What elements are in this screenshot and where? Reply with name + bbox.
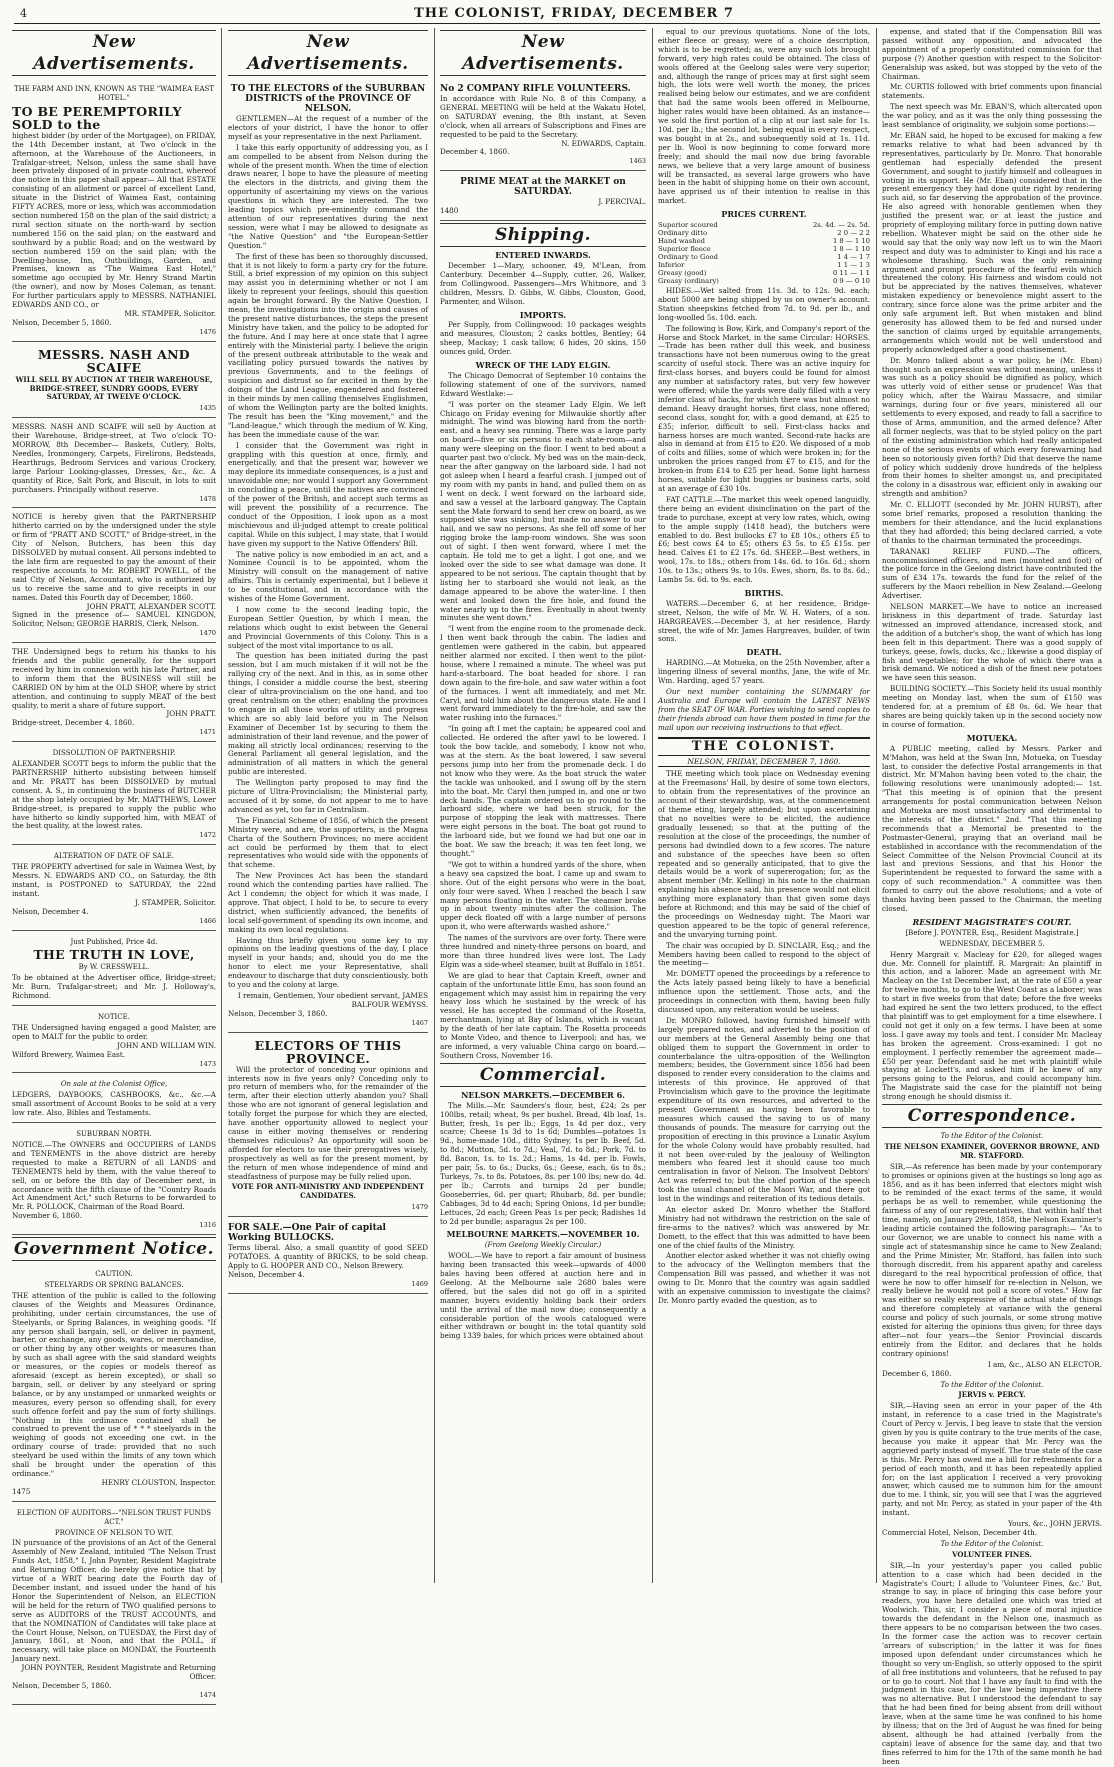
price-value: 1 8 — 1 10 <box>832 245 870 254</box>
advert-dissolution <box>12 744 216 845</box>
notice-body: THE attention of the public is called to the following clauses of the Weights and Measures Ordinance, prohibiting, under certain circumstances, the use of Steelyards, or Spring Balances, in weighing goods. "If any person shall bargain, sell, or deliver in payment, barter, or exchange, any goods, wares, or merchandise, or other thing by any other weights or measures than by such as shall agree with the said standard weights or measures, or the copies or models thereof as aforesaid (except as herein excepted), or shall so bargain, sell, or deliver by any steelyard or spring balance, or by any unstamped or unmarked weights or measures, every person so offending shall, for every such offence forfeit and pay the sum of forty shillings. "Nothing in this ordinance contained shall be construed to prevent the use of * * * steelyards in the weighing of goods not exceeding one cwt. in the ordinary course of trade: provided that no such steelyard be used within the limits of any town which shall be brought under the operation of this ordinance." <box>12 1290 216 1478</box>
price-row <box>658 229 870 237</box>
paragraph: WATERS.—December 6, at her residence, Bridge-street, Nelson, the wife of Mr. W. H. Waters, of a son. HARGREAVES.—December 3, at her residence, Hardy street, the wife of Mr. James Hargreaves, builder, of twin sons. <box>658 598 870 644</box>
paragraph: The Financial Scheme of 1856, of which the present Ministry were, and are, the supporters, is the Magna Charta of the Southern Provinces; no mere accident act could be performed by them that to elect representatives who would side with the opponents of that scheme. <box>228 815 428 870</box>
advert-body: ALEXANDER SCOTT begs to inform the public that the PARTNERSHIP hitherto subsisting between himself and Mr. PRATT has been DISSOLVED by mutual consent. A. S., in continuing the business of BUTCHER at the shop lately occupied by Mr. MATTHEWS, Lower Bridge-street, is prepared to supply the public who have hitherto so kindly supported him, with MEAT of the best quality, at the lowest rates. <box>12 759 216 831</box>
price-row <box>658 245 870 253</box>
masthead <box>14 4 1100 24</box>
advert-number: 1476 <box>199 327 216 336</box>
section-head-government-notice: Government Notice. <box>13 1239 215 1260</box>
prices-table <box>658 221 870 285</box>
paragraph: An elector asked Dr. Monro whether the Stafford Ministry had not withdrawn the restriction on the sale of fire-arms to the natives? which was answered by Mr. Domett, to the effect that this was admitted to have been one of the chief faults of the Ministry. <box>658 1204 870 1250</box>
price-label: Superior scoured <box>658 221 718 230</box>
column-2 <box>228 28 428 1586</box>
motueka-subhead: MOTUEKA. <box>966 732 1018 743</box>
paragraph: SIR,—In your yesterday's paper you called public attention to a case which had been decided in the Magistrate's Court; I allude to 'Volunteer Fines, &c.' But, strange to say, in place of bringing this case before your readers, you have here detailed one which was tried at Woolwich. This, sir, I consider a piece of moral injustice towards the defendant in the Nelson one, inasmuch as there appears to be no comparison between the two cases. In the former case the action was to recover certain 'arrears of subscription;' in the latter it was for fines imposed upon defendant under circumstances which he thought so very un-English, so utterly opposed to the spirit of all free institutions and volunteers, that he refused to pay or to go to court. Not that I have any fault to find with the judgment in this case, for the law being imperative there was no alternative. But I understood the defendant to say that he had been fined for being absent from drill without leave, when at the same time he was confined to his home by illness; that on the 3rd of August he was fined for being absent, although he had attained (verbally from the captain) leave of absence for the same day, and that two fines referred to him for the 17th of the same month he had been <box>882 1560 1102 1766</box>
paragraph: TARANAKI RELIEF FUND.—The officers, noncommissioned officers, and men (mounted and foot) of the police force in the Geelong district have contributed the sum of £34 17s. towards the fund for the relief of the sufferers by the Maori rebellion in New Zealand.—Geelong Advertiser. <box>882 546 1102 601</box>
price-row <box>658 237 870 245</box>
advert-number: 1478 <box>199 494 216 503</box>
price-row <box>658 277 870 285</box>
notice-head: ELECTION OF AUDITORS—"NELSON TRUST FUNDS ACT." <box>16 1508 212 1526</box>
advert-date: November 6, 1860. <box>12 1211 83 1221</box>
paragraph: FAT CATTLE.—The market this week opened languidly, there being an evident disinclination on the part of the trade to purchase, except at very low rates, which, owing to the ample supply (1418 head), the butchers were enabled to do. Best bullocks £7 to £8 10s.; others £5 to £6; best cows £4 to £5; others £3 5s. to £5 £15s. per head. Calves £1 to £2 17s. 6d. SHEEP.—Best wethers, in wool, 17s. to 18s.; others from 14s. 6d. to 16s. 6d.; shorn 10s. to 13s.; others 9s. to 10s. Ewes, shorn, 8s. to 8s. 6d.; Lambs 5s. 6d. to 9s. each. <box>658 494 870 585</box>
advert-vote: VOTE FOR ANTI-MINISTRY AND INDEPENDENT CANDIDATES. <box>231 1182 425 1201</box>
notice-sign: HENRY CLOUSTON, Inspector. <box>101 1477 216 1487</box>
advert-number: 1435 <box>199 404 216 413</box>
paragraph: Henry Margrait v. Macleay for £20, for alleged wages due. Mr. Connell for plaintiff. R. Margrait: An plaintiff in this action, and a laborer. Made an agreement with Mr. Macleay on the 1st December last, at the rate of £50 a year for twelve months, to go to the West Coast as a laborer; was to start in five weeks from that date; before the five weeks had expired he sent the two letters produced, to the effect that plaintiff was to get employment for a time elsewhere. I could not get it only on a few terms. I have been at some loss. I gave away my tools and tent. I consider Mr. Macleay has broken the agreement. Cross-examined: I got no employment. I perfectly remember the agreement made—£50 per year. Defendant said he met with plaintiff while staying at Lockett's, and asked him if he knew of any persons going to the Pelorus, and could accompany him. The Magistrate said the case for the plaintiff not being strong enough he should dismiss it. <box>882 949 1102 1102</box>
advert-big: TO BE PEREMPTORILY SOLD to the <box>12 103 182 132</box>
paragraph: I take this early opportunity of addressing you, as I am compelled to be absent from Nelson during the whole of the present month. When the time of election draws nearer, I hope to have the pleasure of meeting the electors in the districts, and giving them the opportunity of ascertaining my views on the various questions in which they are interested. The two leading topics which pre-eminently command the attention of our representatives during the next session, were what I may be allowed to designate as "the Native Question" and "the European-Settler Question." <box>228 142 428 250</box>
advert-date: Nelson, December 4. <box>12 906 89 916</box>
prices-subhead: PRICES CURRENT. <box>721 209 807 220</box>
paragraph: HIDES.—Wet salted from 11s. 3d. to 12s. 9d. each; about 5000 are being shipped by us on owner's account. Station sheepskins fetched from 7d. to 9d. per lb., and long-woolled 5s. 10d. each. <box>658 286 870 322</box>
letter-date: December 6, 1860. <box>882 1368 952 1378</box>
advert-body: NOTICE.—The OWNERS and OCCUPIERS of LANDS and TENEMENTS in the above district are hereby requested to make a RETURN of all LANDS and TENEMENTS held by them, with the value thereof to sell, on or before the 8th day of December next, in accordance with the fifth clause of the "Country Roads Act Amendment Act," such Returns to be forwarded to Mr. R. POLLOCK, Chairman of the Road Board. <box>12 1140 216 1212</box>
paragraph: December 1—Mary, schooner, 49, M'Lean, from Canterbury. December 4—Supply, cutter, 26, Walker, from Collingwood. Passengers—Mrs Whitmore, and 3 children, Messrs. D. Gibbs, W. Gibbs, Clouston, Good, Parmenter, and Wilson. <box>440 260 646 306</box>
paragraph: Dr. MONRO followed, having furnished himself with largely prepared notes, and adverted to the position of our members at the General Assembly being one that obliged them to support the Government in order to counterbalance the ultra-opposition of the Wellington members; besides, the Government since 1856 had been disposed to render every consideration to the claims and interests of this province. He approved of that Provincialism which gave to the province the legitimate expenditure of its own resources, and adverted to the present Government as having been favorable to measures which caused the saving to us of many thousands of pounds. The measure for carrying out the proposition of erecting in this province a Lunatic Asylum for the whole Colony would have probably resulted, had it not been over-ruled by the jealousy of Wellington members who feared lest it should cause too much centralisation in favor of Nelson. The Insolvent Debtors' Act was referred to; but the chief portion of the speech took the usual channel of the Maori War, and there got lost in the windings and reiteration of its tedious details. <box>658 1015 870 1204</box>
shipping-subhead: ENTERED INWARDS. <box>495 250 591 261</box>
advert-ledgers <box>12 1075 216 1123</box>
paragraph: expense, and stated that if the Compensation Bill was passed without any opposition, and advocated the appointment of a properly constituted commission for that purpose (?) Another question with respect to the Solicitor-Generalship was asked, but was stopped by the veto of the Chairman. <box>882 27 1102 81</box>
price-value: 1 8 — 1 10 <box>832 237 870 246</box>
advert-big: THE TRUTH IN LOVE, <box>33 947 195 963</box>
price-row <box>658 221 870 229</box>
advert-body: THE Undersigned having engaged a good Malster, are open to MALT for the public to order. <box>12 1022 216 1041</box>
paragraph: BUILDING SOCIETY.—This Society held its usual monthly meeting on Monday last, when the sum of £150 was tendered for, at a premium of £8 0s. 6d. We hear that shares are being quickly taken up in the second society now in course of formation. <box>882 684 1102 729</box>
advert-by: By W. CRESSWELL. <box>78 963 150 972</box>
advert-number: 1470 <box>199 629 216 638</box>
paragraph: Another elector asked whether it was not chiefly owing to the advocacy of the Wellington members that the Compensation Bill was passed, and whether it was not owing to Dr. Monro that the country was again saddled with an expensive commission to investigate the claims? Dr. Monro partly evaded the question, as to <box>658 1251 870 1305</box>
paragraph: WOOL.—We have to report a fair amount of business having been transacted this week—upwards of 4000 bales having been offered at auction here and in Geelong. At the Melbourne sale 2680 bales were offered, but the sales did not go off in a spirited manner, buyers evidently holding back their orders until the arrival of the mail now due; consequently a considerable portion of the wools catalogued were either withdrawn or bought in: the total quantity sold being 1339 bales, for which prices were obtained about <box>440 1251 646 1341</box>
advert-number: 1480 <box>440 206 459 216</box>
notice-head: CAUTION. <box>95 1270 133 1279</box>
column-5 <box>882 27 1102 1766</box>
advert-sub: On sale at the Colonist Office, <box>60 1080 168 1089</box>
paragraph: The Wellington party proposed to may find the picture of Ultra-Provincialism; the Ministerial party, accused of it by some, do not appear to me to have advanced as yet, too far in Centralism. <box>228 778 428 814</box>
court-date: WEDNESDAY, DECEMBER 5. <box>939 939 1045 948</box>
paragraph: The names of the survivors are over forty. There were three hundred and ninety-three persons on board, and more than three hundred lives were lost. The Lady Elgin was a side-wheel steamer, built at Buffalo in 1851. <box>440 933 646 969</box>
paragraph: SIR,—As reference has been made by your contemporary to promises or opinions given at the hustings so long ago as 1856, and as it has been inferred that electors might wish to be reminded of the exact terms of the same, it would perhaps be as well to remember, while questioning the fairness of any of our representatives, that within half that time, namely, on January 29th, 1858, the Nelson Examiner's leading article contained the following paragraph:— "As to our Governor, we are unable to connect his name with a single act of statesmanship since he came to New Zealand; and the Prime Minister, Mr. Stafford, has fallen into such thorough discredit, from his apparent apathy and careless disregard to the real hypocritical profession of office, that were he now to offer himself for re-election in Nelson, we really believe he would not poll a score of votes." How far was either so really expressive of the actual state of things and therefore completely at variance with the general course and policy of such journals, or some strong motive existed for altering the opinions thus given; for three days after—not four years—the Senior Provincial discards entirely from the Editor, and declares that he holds contrary opinions! <box>882 1161 1102 1358</box>
advert-body: THE Undersigned begs to return his thanks to his friends and the public generally, for the support received by him in connexion with his late Partner, and to inform them that the BUSINESS will still be CARRIED ON by him at the OLD SHOP, where by strict attention, and continuing to supply MEAT of the best quality, to merit a share of future support. <box>12 647 216 710</box>
letter-sign: I am, &c., ALSO AN ELECTOR. <box>987 1359 1102 1369</box>
advert-date: Wilford Brewery, Waimea East. <box>12 1049 126 1059</box>
letter-head: VOLUNTEER FINES. <box>952 1549 1032 1559</box>
summary-notice: Our next number containing the SUMMARY for Australia and Europe will contain the LATEST NEWS from the SEAT OF WAR. Parties wishing to send copies to their friends abroad can have them posted in time for the mail upon our receiving instructions to that effect. <box>658 687 870 732</box>
death-subhead: DEATH. <box>746 647 782 658</box>
advert-suburban-north <box>12 1125 216 1235</box>
notice-body: IN pursuance of the provisions of an Act of the General Assembly of New Zealand, intituled "The Nelson Trust Funds Act, 1858," I, John Poynter, Resident Magistrate and Returning Officer, do hereby give notice that by virtue of a WRIT bearing date the Fourth day of December instant, and issued under the hand of his Honor the Superintendent of Nelson, an ELECTION will be held for the return of TWO qualified persons to serve as AUDITORS of the TRUST ACCOUNTS, and that the NOMINATION of Candidates will take place at the Court House, Nelson, on TUESDAY, the First day of January, 1861, at Noon, and that the POLL, if necessary, will take place on MONDAY, the Fourteenth January next. <box>12 1538 216 1664</box>
notice-date: Nelson, December 5, 1860. <box>12 1680 112 1690</box>
births-subhead: BIRTHS. <box>744 587 784 598</box>
advert-head: NOTICE. <box>98 1013 130 1022</box>
advert-pratt <box>12 645 216 742</box>
paragraph: Having thus briefly given you some key to my opinions on the leading questions of the day, I place myself in your hands; and, should you do me the honor to elect me your Representative, shall endeavour to discharge that duty conscientiously, both to you and the colony at large. <box>228 935 428 990</box>
advert-sub: WILL SELL BY AUCTION AT THEIR WAREHOUSE, BRIDGE-STREET, SUNDRY GOODS, EVERY SATURDAY, AT TWELVE O'CLOCK. <box>15 374 213 402</box>
advert-date: Nelson, December 4. <box>228 1269 305 1279</box>
advert-number: 1471 <box>199 728 216 737</box>
advert-body: Terms liberal. Also, a small quantity of good SEED POTATOES. A quantity of BRICKS, to be sold cheap. Apply to G. HOOPER AND CO., Nelson Brewery. <box>228 1243 428 1270</box>
paragraph: Per Supply, from Collingwood: 10 packages weights and measures, Clouston; 2 casks bottles, Bentley; 64 sheep, Mackay; 1 cask tallow, 6 hides, 20 skins, 150 ounces gold, Order. <box>440 320 646 357</box>
advert-head: DISSOLUTION OF PARTNERSHIP. <box>52 749 176 758</box>
paragraph: GENTLEMEN—At the request of a number of the electors of your district, I have the honor to offer myself as your representative in the next Parliament. <box>228 114 428 141</box>
paragraph: The following is Bow, Kirk, and Company's report of the Horse and Stock Market, in the same Circular: HORSES.—Trade has been rather dull this week, and business transactions have not been numerous owing to the great scarcity of useful stock. There was an active inquiry for first-class horses, and buyers could be found for almost any number at satisfactory rates, but very few however were offered; while the yards were daily filled with a very inferior class of hacks, for which there was but almost no demand. Heavy draught horses, first class, none offered; second class, sought for, with a good demand, at £25 to £35; inferior, difficult to sell. First-class hacks and harness horses are much wanted. Second-rate hacks are also in demand at from £15 to £20. We disposed of a mob of colts and fillies, some of which were broken in; for the unbroken the prices ranged from £7 to £15, and for the broken-in from £14 to £25 per head. Some light harness horses, suitable for light buggies or business carts, sold at an average of £30 10s. <box>658 323 870 493</box>
paragraph: Mr. C. ELLIOTT (seconded by Mr. JOHN HURST), after some brief remarks, proposed a resolution thanking the members for their attendance, and the lucid explanations that they had afforded; this being declared carried, a vote of thanks to the chairman terminated the proceedings. <box>882 500 1102 545</box>
price-row <box>658 261 870 269</box>
paragraph: The first of these has been so thoroughly discussed, that it is not likely to form a party cry for the future. Still, a brief expression of my opinion on this subject may assist you in determining whether or not I am likely to represent your feelings, should this question again be brought forward. By the Native Question, I mean, the investigations into the origin and causes of the present native disturbances, the steps the present Ministry have taken, and the policy to be adopted for the future. And I may here at once state that I agree entirely with the Ministerial party. I believe the origin of the present outbreak attributable to the weak and vacillating policy pursued towards the natives by previous Governments, and to the feelings of suspicion and distrust so far excited in them by the doings of the Land League, engendered and fostered in their minds by men calling themselves Englishmen, of whom the Wellington party are the bolted knights. The result has been the "King movement," and the "Land-league," which through the medium of W. King, has been the immediate cause of the war. <box>228 251 428 439</box>
paragraph: NELSON MARKET.—We have to notice an increased briskness in this department of trade. Saturday last witnessed an improved attendance, increased stock, and the addition of a butcher's shop, the want of which has long been felt in this department. There was a good supply of turkeys, geese, fowls, ducks, &c.; likewise a good display of fish and vegetables; for the whole of which there was a brisk demand. We noticed a dish of the finest new potatoes we have seen this season. <box>882 602 1102 683</box>
advert-head: THE FARM AND INN, KNOWN AS THE "WAIMEA EAST HOTEL." <box>13 85 214 102</box>
advert-alteration <box>12 847 216 930</box>
advert-big: FOR SALE.—One Pair of capital Working BULLOCKS. <box>228 1223 386 1244</box>
advert-sign: JOHN AND WILLIAM WIN. <box>117 1040 216 1050</box>
paragraph: The Mills.—Mr. Saunders's flour, best, £24; 2s per 100lbs, retail; wheat, 9s per bushel. Bread, 4lb loaf, 1s. Butter, fresh, 1s per lb.; Eggs, 1s 4d per doz., very scarce; Cheese 1s 3d to 1s 6d; Dumbles—potatoes 1s 9d., home-made 10d., ditto Sydney, 1s per lb. Beef, 5d. to 8d.; Mutton, 5d. to 7d.; Veal, 7d. to 8d.; Pork, 7d. to 8d. Bacon, 1s. to 1s. 2d.; Hams, 1s 4d. per lb. Fowls, per pair, 5s. to 6s.; Ducks, 6s.; Geese, each, 6s to 8s.; Turkeys, 7s. to 8s. Potatoes, 8s. per 100 lbs; new do. 4d. per lb.; Carrots and turnips 2d per bundle; Gooseberries, 6d. per quart; Rhubarb, 8d. per bundle; Cabbages, 3d to 4d each; Spring Onions, 1d per bundle; Lettuces, 2d each; Green Peas 1s per peck; Radishes 1d to 2d per bundle; asparagus 2s per 100. <box>440 1100 646 1226</box>
advert-sign: I remain, Gentlemen, Your obedient servant, JAMES BALFOUR WEMYSS. <box>237 991 428 1009</box>
paragraph: Mr. CURTIS followed with brief comments upon financial statements. <box>882 82 1102 101</box>
advert-rifle-volunteers <box>440 80 646 171</box>
section-head-new-ads: New Advertisements. <box>440 30 646 76</box>
advert-number: 1472 <box>199 831 216 840</box>
advert-number: 1479 <box>411 1203 428 1212</box>
notice-sub: STEELYARDS OR SPRING BALANCES. <box>44 1280 184 1289</box>
paragraph: The native policy is now embodied in an act, and a Nominee Council is to be appointed, whom the Ministry will consult on the management of native affairs. This is certainly experimental, but I believe it to be constitutional, and in accordance with the wishes of the Home Government. <box>228 549 428 604</box>
melbourne-subhead: MELBOURNE MARKETS.—NOVEMBER 10. <box>446 1229 640 1240</box>
price-row <box>658 253 870 261</box>
advert-body: LEDGERS, DAYBOOKS, CASHBOOKS, &c., &c.—A small assortment of Account Books to be sold at a very low rate. Also, Bibles and Testaments. <box>12 1090 216 1118</box>
paragraph: We are glad to hear that Captain Kreeft, owner and captain of the unfortunate little Emu, has soon found an engagement which may assist him in repairing the very heavy loss which he sustained by the wreck of his vessel. He has accepted the command of the Rosetta, merchantman, lying at Bay of Islands, which is vacant by the death of her late captain. The Rosetta proceeds to Monte Video, and thence to Liverpool; and has, we are informed, a very valuable China cargo on board.—Southern Cross, November 16. <box>440 970 646 1060</box>
column-4 <box>658 28 870 1586</box>
advert-number: 1467 <box>411 1018 428 1027</box>
paragraph: "I was porter on the steamer Lady Elgin. We left Chicago on Friday evening for Milwaukie shortly after midnight. The wind was blowing hard from the north-east, and a heavy sea running. There was a large party on board—five or six persons to each state-room—and many were sleeping on the floor. I went to bed about a quarter past two o'clock. My bed was on the main-deck, near the after gangway on the larboard side. I had not got asleep when I heard a fearful crash. I jumped out of my room with my pants in hand, and pulled them on as I went on deck. I went forward on the larboard side, and saw a vessel at the larboard gangway. The Captain sent the Mate forward to send her crew on board, as we supposed she was sinking, but made no answer to our hail, and we saw no persons. As she fell off some of her rigging broke the lamp-room windows. She was soon out of sight. I then went forward, where I met the captain. He told me to get a light. I got one, and we looked over the side to see what damage was done. It appeared to be not serious. The captain thought that by listing her to starboard she would not leak, as the damage appeared to be above the water-line. I then went and looked down the fire hole, and found the water nearly up to the fires. Eventually in about twenty minutes she went down." <box>440 399 646 623</box>
price-row <box>658 269 870 277</box>
paragraph: Mr. EBAN said, he hoped to be excused for making a few remarks relative to what had been advanced by th representatives, particularly by Dr. Monro. That honorable gentleman had especially defended the present Government, and sought to justify himself and colleagues in voting in its support. He (Mr. Eban) considered that in the present emergency they had done quite right by rendering such aid, so far deserving the approbation of the province. He also agreed with honorable gentlemen when they justified the present war, or at least the justice and propriety of employing military force in putting down native rebellion. Whatever might be said on the other side he would say that the only way now left us to win the Maori respect and duty was to administer to Kingi and his race a wholesome thrashing. Such was the only remaining argument and prompt procedure of the fearful evils which threatened the colony. His fairness and wisdom could not but be appreciated by the natives themselves, whatever mistaken expediency or benevolence might assert to the contrary, since force alone was the prime arbiter and the only safe argument left. But when mistaken and blind generosity has allowed them to be fed and nursed under the sanction of claims urged by equitable arrangements, arrangements which would not be well understood and properly acknowledged after a good chastisement. <box>882 130 1102 354</box>
editorial-dateline: NELSON, FRIDAY, DECEMBER 7, 1860. <box>658 758 870 768</box>
advert-malt <box>12 1008 216 1073</box>
paragraph: I now come to the second leading topic, the European Settler Question, by which I mean, the relations which ought to exist between the General and Provincial Governments of this Colony. This is a subject of the most vital importance to us all. <box>228 604 428 650</box>
advert-head: ALTERATION OF DATE OF SALE. <box>53 852 175 861</box>
letter-to: To the Editor of the Colonist. <box>940 1380 1044 1389</box>
advert-big: PRIME MEAT at the MARKET on SATURDAY. <box>460 177 626 198</box>
advert-sign: N. EDWARDS, Captain. <box>561 138 646 148</box>
advert-farm-inn <box>12 80 216 342</box>
advert-witness: Signed in the presence of— SAMUEL KINGDON, Solicitor, Nelson; GEORGE HARRIS, Clerk, Nelson. <box>12 610 216 629</box>
advert-big: ELECTORS OF THIS PROVINCE. <box>254 1037 402 1066</box>
advert-big: TO THE ELECTORS of the SUBURBAN DISTRICTS of the PROVINCE OF NELSON. <box>230 84 426 114</box>
advert-prime-meat <box>440 173 646 221</box>
notice-election-auditors <box>12 1504 216 1705</box>
price-label: Ordinary to Good <box>658 253 718 262</box>
advert-sub: Just Published, Price 4d. <box>70 937 158 946</box>
paragraph: The question has been initiated during the past session, but I am much mistaken if it will not be the rallying cry of the next. And in this, as in some other things, I consider a middle course the best, steering clear of ultra-provincialism on the one hand, and too great centralism on the other; enabling the provinces to engage in all those works of utility and progress which are so ably laid before you in The Nelson Examiner of December 1st by securing to them the administration of their land revenue, and the power of making all strictly local ordinances; reserving to the General Parliament all general legislation, and the administration of all matters in which the general public are interested. <box>228 651 428 777</box>
advert-body: highest bidder (by order of the Mortgagee), on FRIDAY, the 14th December instant, at Two o'clock in the afternoon, at the Warehouse of the Auctioneers, in Trafalgar-street, Nelson, unless the same shall have been privately disposed of in private contract, whereof due notice in this paper shall appear— All that ESTATE consisting of an allotment or parcel of excellent Land, situate in the District of Waimea East, containing FIFTY ACRES, more or less, which was accommodation section numbered 158 on the plan of the said district; a rural section situate on the north-ward by section numbered 156 on the said plan; on the eastward and southward by a public Road; and on the westward by section numbered 159 on the said plan; with the Dwelling-house, Inn, Outbuildings, Garden, and Premises, known as "The Waimea East Hotel," sometime ago occupied by Mr. Henry Strand Martin (the owner), and now by Moses Coleman, as tenant. For further particulars apply to MESSRS. NATHANIEL EDWARDS AND CO., or <box>12 130 216 310</box>
court-subhead: RESIDENT MAGISTRATE'S COURT. <box>912 916 1072 927</box>
price-value: 1 4 — 1 7 <box>837 253 870 262</box>
paragraph: Dr. Monro talked about a war policy, he (Mr. Eban) thought such an expression was without meaning, unless it was such as a policy should be dignified as policy, which was utterly void of either sense or prudence! Was that policy which, after the Wairau Massacre, and similar warnings, during four or five years, ministered all our settlements to every exposed, and ready to fall a sacrifice to those of Arms, ammunition, and the armed defence? After all former neglects, was that to be styled policy on the part of the existing administration which had really anticipated none of the serious events of which every forewarning had been so notoriously given forth? Did that deserve the name of policy which suddenly drove hundreds of the helpless from their homes to shelter amongst us, and precipitated the colony in a disastrous war, efficient only in awaking our strength and ambition? <box>882 355 1102 499</box>
paragraph: "We got to within a hundred yards of the shore, when a heavy sea capsized the boat. I came up and swam to shore. Out of the eight persons who were in the boat, only four were saved. When I reached the beach I saw many persons floating in the water. The steamer broke up in about twenty minutes after the collision. The upper deck floated off with a large number of persons upon it, who were afterwards washed ashore." <box>440 859 646 932</box>
markets-subhead: NELSON MARKETS.—DECEMBER 6. <box>461 1089 625 1100</box>
advert-sign: J. STAMPER, Solicitor. <box>134 897 216 907</box>
letter-to: To the Editor of the Colonist. <box>940 1539 1044 1548</box>
section-head-shipping: Shipping. <box>440 223 646 247</box>
paragraph: The next speech was Mr. EBAN'S, which altercated upon the war policy, and as it was the only thing possessing the least semblance of originality, we subjoin some portions:— <box>882 102 1102 130</box>
advert-body: NOTICE is hereby given that the PARTNERSHIP hitherto carried on by the undersigned under the style or firm of "PRATT AND SCOTT," of Bridge-street, in the City of Nelson, Butchers, has been this day DISSOLVED by mutual consent. All persons indebted to the late firm are requested to pay the amount of their respective accounts to Mr. ROBERT POWELL, of the said City of Nelson, Accountant, who is authorized by us to receive the same and to give receipts in our names. Dated this Fourth day of December, 1860. <box>12 512 216 602</box>
advert-big: MESSRS. NASH AND SCAIFE <box>38 346 190 375</box>
imports-subhead: IMPORTS. <box>519 309 567 320</box>
newspaper-title: THE COLONIST, FRIDAY, DECEMBER 7 <box>414 6 734 21</box>
price-value: 0 11 — 1 1 <box>832 269 870 278</box>
wreck-subhead: WRECK OF THE LADY ELGIN. <box>475 360 611 371</box>
paragraph: THE meeting which took place on Wednesday evening at the Freemasons' Hall, by desire of some town electors, to obtain from the representatives of the province an account of their stewardship, was, at the commencement of theme eting, largely attended; but upon ascertaining that no novelties were to be elicited, the audience gradually lessened; so that at the putting of the resolution at the close of the proceedings, the number of persons had dwindled down to a few scores. The nature and substance of the speeches have been so often repeated and so generally anticipated, that to give the details would be a work of supererogation; for, as the absent member (Mr. Kelling) in his note to the chairman explaining his absence said, his presence would not elicit anything more explanatory than that given some days before at Richmond; and this may be said of the chief of the proceedings on Wednesday night. The Maori war question appeared to be the topic of general reference, and the unvarying turning point. <box>658 769 870 939</box>
notice-caution <box>12 1265 216 1502</box>
price-label: Hand washed <box>658 237 705 246</box>
advert-sign: JOHN PRATT. <box>166 709 216 719</box>
paragraph: SIR,—Having seen an error in your paper of the 4th instant, in reference to a case tried in the Magistrate's Court of Percy v. Jervis, I beg leave to state that the version given by you is quite contrary to the true merits of the case, because you make it appear that Mr. Percy was the aggrieved party instead of myself. The true state of the case is this. Mr. Percy has owed me a bill for refreshments for a period of each month, and it has been repeatedly applied for; on the last application I received a very provoking answer, which caused me to summon him for the amount due to me. I think, sir, you will see that I was the aggrieved party, and not Mr. Percy, as stated in your paper of the 4th instant. <box>882 1401 1102 1518</box>
advert-number: 1469 <box>411 1279 428 1288</box>
advert-number: 1316 <box>199 1221 216 1230</box>
advert-number: 1473 <box>199 1059 216 1068</box>
advert-partnership-notice <box>12 510 216 643</box>
section-head-commercial: Commercial. <box>440 1063 646 1087</box>
price-label: Greasy (ordinary) <box>658 277 719 286</box>
notice-number: 1474 <box>199 1690 216 1699</box>
paragraph: equal to our previous quotations. None of the lots, either fleece or greasy, were of a choice description, which is to be regretted; as, were any such lots brought forward, very high rates could be obtained. The class of wools offered at the Geelong sales were very superior; and, although the range of prices may at first sight seem high, the lots were well worth the money, the prices realised being below our estimates, and we are confident that had the same wools been offered in Melbourne, higher rates would have been obtained. As an instance—we sold the first portion of a clip at our last sale for 1s. 10d. per lb.; the second lot, being equal in every respect, was bought in at 2s., and subsequently sold at 1s. 11d. per lb. Wool is now beginning to come forward more freely; and should the mail now due bring favorable news, we believe that a very large amount of business will be transacted, as several large growers who have been in the habit of shipping home on their own account, have apprised us of their intention to realise in this market. <box>658 27 870 206</box>
advert-sign: J. PERCIVAL. <box>598 197 646 207</box>
notice-sub: PROVINCE OF NELSON TO WIT. <box>54 1528 174 1537</box>
paragraph: "In going aft I met the captain; he appeared cool and collected. He ordered the after yawl to be lowered. I took the bow tackle, and somebody, I know not who, was at the stern. As the boat lowered, I saw several persons jump into her from the promenade deck. I do not know who they were. As the boat struck the water the tackle was unhooked, and I swung off by the stern into the boat. Mr. Caryl then jumped in, and one or two deck hands. The captain ordered us to go round to the larboard side, where we had been struck, for the purpose of stopping the leak with mattresses. There were eight persons in the boat. The boat got round to the larboard side, but we found we had but one oar in the boat. We saw the breach; it was ten feet long, we thought." <box>440 724 646 858</box>
advert-number: 1466 <box>199 916 216 925</box>
notice-number: 1475 <box>12 1486 31 1496</box>
letter-sign: Yours, &c., JOHN JERVIS. <box>1008 1519 1102 1529</box>
paragraph: A PUBLIC meeting, called by Messrs. Parker and M'Mahon, was held at the Swan Inn, Motueka, on Tuesday last, to consider the defective Postal arrangements in that district. Mr. M'Mahon having been voted to the chair, the following resolutions were unanimously adopted:— 1st. "That this meeting is of opinion that the present arrangements for postal communication between Nelson and Motueka are most unsatisfactory and detrimental to the interests of the district." 2nd. "That this meeting recommends that a Memorial be presented to the Postmaster-General, praying that an overland mail be established in accordance with the recommendation of the Select Committee of the Nelson Provincial Council at its last and previous Sessions, and that his Honor the Superintendent be requested to forward the same with a copy of such recommendation." A committee was then formed to carry out the above resolutions; and a vote of thanks having been passed to the Chairman, the meeting closed. <box>882 743 1102 913</box>
paragraph: Mr. DOMETT opened the proceedings by a reference to the Acts lately passed being likely to have a beneficial influence upon the settlement. Those acts, and the proceedings in connection with them, having been fully discussed upon, any reiteration would be useless. <box>658 969 870 1014</box>
letter-to: To the Editor of the Colonist. <box>940 1132 1044 1141</box>
column-rule <box>221 28 222 1583</box>
paragraph: Will the protector of conceding your opinions and interests now in five years only? Conceding only to pro return of members who, for the remainder of the term, after their election utterly abandon you? Shall those who are not ignorant of general legislation and totally forget the purpose for which they are elected, have another opportunity allowed to neglect your cause in either moving themselves or rendering themselves ridiculous? An opportunity will soon be afforded for electors to use their prerogatives wisely, prospectively as well as for the present moment, by the return of men whose independence of mind and steadfastness of purpose may be fully relied upon. <box>228 1064 428 1181</box>
advert-date: December 4, 1860. <box>440 147 510 157</box>
advert-electors <box>228 1035 428 1218</box>
paragraph: The New Provinces Act has been the standard round which the contending parties have rallied. The Act I condemn; the object for which it was made, I approve. That object, I hold to be, to secure to every district, when sufficiently advanced, the benefits of local self-government of spending its own income, and making its own local regulations. <box>228 871 428 934</box>
editorial-title: THE COLONIST. <box>658 737 870 756</box>
column-rule <box>434 28 435 1583</box>
page-number: 4 <box>20 7 27 20</box>
paragraph: I consider that the Government was right in grappling with this question at once, firmly, and energetically, and that the present war, however we may deplore its immediate consequences, is a just and unavoidable one; nor would I support any Government in concluding a peace, until the natives are convinced of the power of the British, and accept such terms as will prevent the possibility of a recurrence. The conduct of the Opposition, I look upon as a most mischievous and ill-judged attempt to create political capital. While on this subject, I may state, that I would have given my support to the Native Offenders' Bill. <box>228 440 428 548</box>
price-label: Greasy (good) <box>658 269 707 278</box>
section-head-correspondence: Correspondence. <box>882 1104 1102 1128</box>
advert-head: SUBURBAN NORTH. <box>76 1130 152 1139</box>
price-value: 0 9 — 0 10 <box>832 277 870 286</box>
price-label: Ordinary ditto <box>658 229 708 238</box>
advert-wemyss-address <box>228 80 428 1033</box>
advert-date: Bridge-street, December 4, 1860. <box>12 718 135 728</box>
letter-head: THE NELSON EXAMINER, GOVERNOR BROWNE, AND MR. STAFFORD. <box>884 1141 1100 1160</box>
advert-sign: MR. STAMPER, Solicitor. <box>124 308 216 318</box>
price-label: Superior fleece <box>658 245 711 254</box>
price-value: 2 0 — 2 2 <box>837 229 870 238</box>
advert-body: To be obtained at the Advertiser office, Bridge-street; Mr. Burn, Trafalgar-street; and Mr. J. Holloway's, Richmond. <box>12 973 216 1001</box>
advert-truth-in-love <box>12 933 216 1007</box>
price-value: 1 1 — 1 3 <box>837 261 870 270</box>
paragraph: The chair was occupied by D. SINCLAIR, Esq.; and the Members having been called to respond to the object of the meeting— <box>658 940 870 968</box>
advert-for-sale-bullocks <box>228 1219 428 1294</box>
advert-sign: JOHN PRATT, ALEXANDER SCOTT. <box>86 601 216 611</box>
notice-sign: JOHN POYNTER, Resident Magistrate and Returning Officer. <box>21 1663 216 1682</box>
advert-body: MESSRS. NASH AND SCAIFE will sell by Auction at their Warehouse, Bridge-street, at Two o'clock TO-MORROW, 8th December— Baskets, Cutlery, Bolts, Needles, Ironmongery, Carpets, Firelirons, Bedsteads, Hearthrugs, Bedroom Services and various Crockery, large Parlour Looking-glasses, Dresses, &c., &c. A quantity of Rice, Salt Pork, and Biscuit, in lots to suit purchasers. Principally without reserve. <box>12 422 216 494</box>
section-head-new-ads: New Advertisements. <box>228 30 428 76</box>
advert-date: Nelson, December 3, 1860. <box>228 1008 328 1018</box>
section-head-new-ads: New Advertisements. <box>12 30 216 76</box>
price-label: Inferior <box>658 261 685 270</box>
advert-body: THE PROPERTY advertised for sale in Waimea West, by Messrs. N. EDWARDS AND CO., on Saturday, the 8th instant, is POSTPONED to SATURDAY, the 22nd instant. <box>12 862 216 898</box>
melbourne-source: (From Geelong Weekly Circular.) <box>484 1241 602 1250</box>
paragraph: The Chicago Democrat of September 10 contains the following statement of one of the survivors, named Edward Westlake:— <box>440 370 646 398</box>
advert-nash-scaife <box>12 344 216 419</box>
column-rule <box>652 28 653 1583</box>
letter-date: Commercial Hotel, Nelson, December 4th. <box>882 1528 1038 1537</box>
letter-head: JERVIS v. PERCY. <box>958 1390 1026 1400</box>
paragraph: "I went from the engine room to the promenade deck. I then went back through the cabin. The ladies and gentlemen were gathered in the cabin, but appeared neither alarmed nor excited. I then went to the pilot-house, where I remained a minute. The wheel was put hard-a-starboard. The boat headed for shore. I ran down again to the fire-hole, and saw water within a foot of the furnaces. I went aft immediately, and met Mr. Caryl, and told him about the dangerous state. He and I went forward immediately to the fire-hole, and saw the water rushing into the furnaces." <box>440 624 646 723</box>
column-3 <box>440 28 646 1586</box>
advert-big: No 2 COMPANY RIFLE VOLUNTEERS. <box>440 84 631 94</box>
column-rule <box>876 28 877 1583</box>
advert-number: 1463 <box>629 157 646 166</box>
column-1 <box>12 28 216 1699</box>
advert-nash-scaife-sale <box>12 420 216 508</box>
paragraph: HARDING.—At Motueka, on the 25th November, after a lingering illness of several months, Jane, the wife of Mr. Wm. Harding, aged 57 years. <box>658 658 870 686</box>
advert-date: Nelson, December 5, 1860. <box>12 317 112 327</box>
advert-body: In accordance with Rule No. 8 of this Company, a GENERAL MEETING will be held at the Wakatu Hotel, on SATURDAY evening, the 8th instant, at Seven o'clock, when all arrears of Subscriptions and Fines are requested to be paid to the Secretary. <box>440 94 646 139</box>
court-sub: [Before J. POYNTER, Esq., Resident Magistrate.] <box>905 928 1079 937</box>
price-value: 2s. 4d. — 2s. 5d. <box>812 221 870 230</box>
